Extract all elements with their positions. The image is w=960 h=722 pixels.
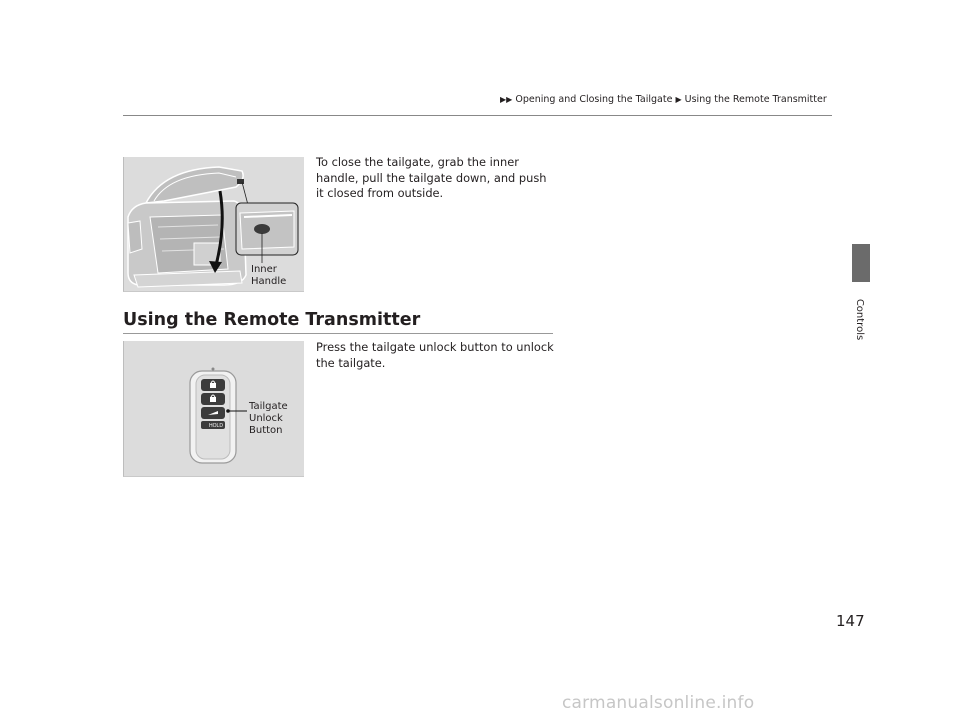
side-tab-text: Controls bbox=[854, 298, 866, 341]
side-tab-marker bbox=[852, 244, 870, 282]
remote-unlock-text: Press the tailgate unlock button to unlock the tailgate. bbox=[316, 340, 554, 370]
side-tab-label bbox=[845, 296, 877, 346]
close-tailgate-text: To close the tailgate, grab the inner handle, pull the tailgate down, and push it closed from outside. bbox=[316, 155, 547, 201]
callout-line: Button bbox=[249, 425, 283, 436]
callout-line: Handle bbox=[251, 276, 287, 287]
callout-line: Unlock bbox=[249, 413, 283, 424]
section-heading: Using the Remote Transmitter bbox=[123, 310, 421, 330]
breadcrumb-subsection: Using the Remote Transmitter bbox=[684, 94, 827, 105]
breadcrumb-section: Opening and Closing the Tailgate bbox=[515, 94, 673, 105]
tailgate-unlock-button-callout bbox=[249, 401, 288, 437]
page-number: 147 bbox=[836, 612, 865, 630]
hold-label: HOLD bbox=[209, 423, 223, 429]
inner-handle-callout bbox=[251, 264, 286, 288]
triangle-icon: ▶ bbox=[675, 95, 682, 104]
breadcrumb bbox=[500, 94, 827, 105]
header-rule bbox=[123, 115, 832, 116]
watermark: carmanualsonline.info bbox=[562, 693, 755, 713]
callout-line: Inner bbox=[251, 264, 277, 275]
heading-rule bbox=[123, 333, 553, 334]
double-triangle-icon: ▶▶ bbox=[500, 95, 513, 104]
callout-line: Tailgate bbox=[249, 401, 288, 412]
